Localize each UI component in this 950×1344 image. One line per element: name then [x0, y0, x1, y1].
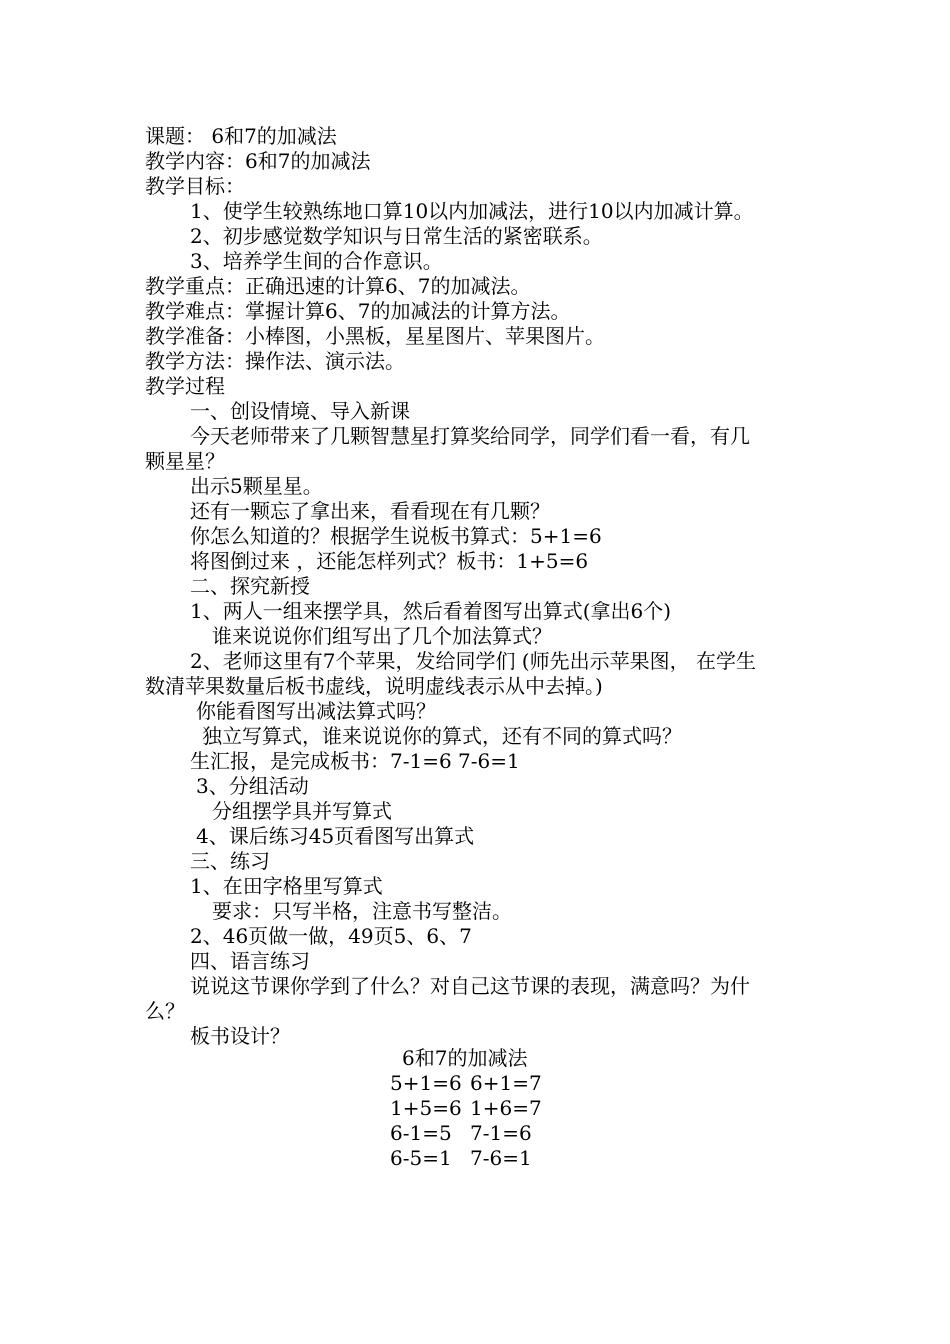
process-heading: 教学过程	[145, 374, 225, 398]
content-line: 教学内容：6和7的加减法	[145, 149, 371, 173]
paragraph-line: 4、课后练习45页看图写出算式	[196, 824, 475, 848]
method-line: 教学方法：操作法、演示法。	[145, 349, 405, 373]
paragraph-line: 颗星星？	[145, 449, 225, 473]
objective-item: 1、使学生较熟练地口算10以内加减法，进行10以内加减计算。	[190, 199, 754, 223]
paragraph-line: 3、分组活动	[196, 774, 309, 798]
paragraph-line: 你怎么知道的？根据学生说板书算式：5+1=6	[190, 524, 602, 548]
paragraph-line: 生汇报，是完成板书：7-1=6 7-6=1	[190, 749, 520, 773]
paragraph-line: 独立写算式，谁来说说你的算式，还有不同的算式吗？	[202, 724, 682, 748]
paragraph-line: 2、46页做一做，49页5、6、7	[190, 924, 472, 948]
board-title: 6和7的加减法	[402, 1046, 528, 1070]
paragraph-line: 你能看图写出减法算式吗？	[196, 699, 436, 723]
paragraph-line: 还有一颗忘了拿出来，看看现在有几颗？	[190, 499, 550, 523]
paragraph-line: 今天老师带来了几颗智慧星打算奖给同学，同学们看一看，有几	[190, 424, 750, 448]
board-equation: 5+1=6	[390, 1071, 462, 1095]
difficulty-line: 教学难点：掌握计算6、7的加减法的计算方法。	[145, 299, 571, 323]
preparation-line: 教学准备：小棒图，小黑板，星星图片、苹果图片。	[145, 324, 605, 348]
board-equation: 1+5=6	[390, 1096, 462, 1120]
objectives-heading: 教学目标：	[145, 174, 245, 198]
objective-item: 3、培养学生间的合作意识。	[190, 249, 443, 273]
objective-item: 2、初步感觉数学知识与日常生活的紧密联系。	[190, 224, 603, 248]
section-heading: 四、语言练习	[190, 949, 310, 973]
key-point-line: 教学重点：正确迅速的计算6、7的加减法。	[145, 274, 531, 298]
paragraph-line: 将图倒过来 ，还能怎样列式？板书：1+5=6	[190, 549, 589, 573]
paragraph-line: 要求：只写半格，注意书写整洁。	[212, 899, 512, 923]
paragraph-line: 数清苹果数量后板书虚线，说明虚线表示从中去掉。)	[145, 674, 603, 698]
lesson-title: 课题： 6和7的加减法	[145, 124, 337, 148]
board-equation: 1+6=7	[470, 1096, 542, 1120]
section-heading: 二、探究新授	[190, 574, 310, 598]
paragraph-line: 说说这节课你学到了什么？对自己这节课的表现，满意吗？为什	[190, 974, 750, 998]
board-equation: 6-1=5	[390, 1121, 452, 1145]
board-equation: 7-1=6	[470, 1121, 532, 1145]
board-design-label: 板书设计？	[190, 1024, 290, 1048]
board-equation: 6+1=7	[470, 1071, 542, 1095]
paragraph-line: 1、在田字格里写算式	[190, 874, 383, 898]
paragraph-line: 谁来说说你们组写出了几个加法算式？	[212, 624, 552, 648]
paragraph-line: 分组摆学具并写算式	[212, 799, 392, 823]
board-equation: 7-6=1	[470, 1146, 532, 1170]
paragraph-line: 2、老师这里有7个苹果，发给同学们 (师先出示苹果图， 在学生	[190, 649, 756, 673]
paragraph-line: 出示5颗星星。	[190, 474, 323, 498]
paragraph-line: 1、两人一组来摆学具，然后看着图写出算式(拿出6个)	[190, 599, 672, 623]
board-equation: 6-5=1	[390, 1146, 452, 1170]
section-heading: 一、创设情境、导入新课	[190, 399, 410, 423]
section-heading: 三、练习	[190, 849, 270, 873]
paragraph-line: 么？	[145, 999, 185, 1023]
